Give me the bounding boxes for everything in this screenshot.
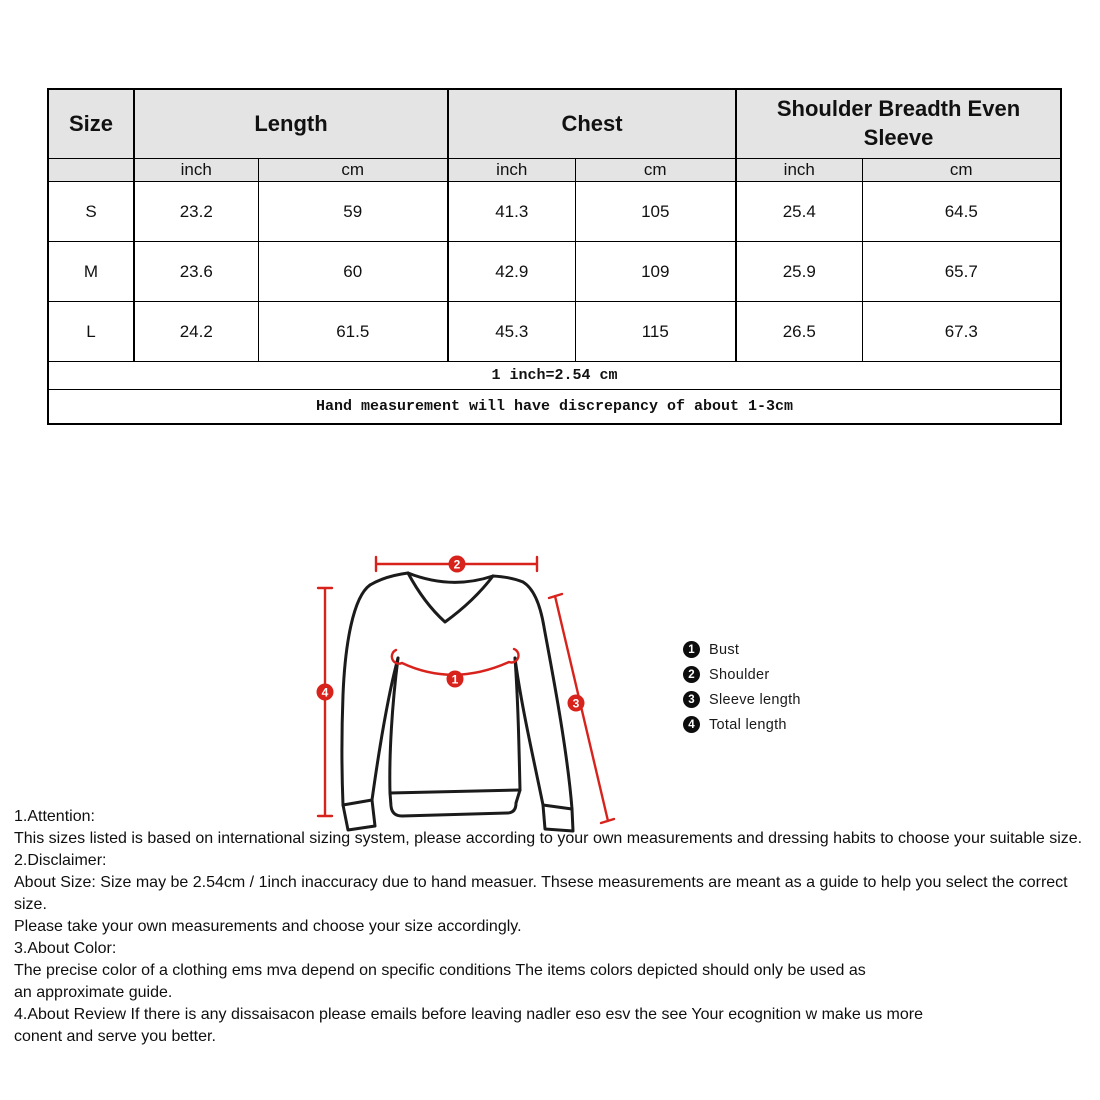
measurement-legend xyxy=(683,637,801,737)
attention-body: This sizes listed is based on international sizing system, please according to your own measurements and dressing habits to choose your suitable size. xyxy=(14,830,1083,847)
cell-chest-cm: 115 xyxy=(575,302,736,362)
cell-chest-inch: 41.3 xyxy=(448,182,575,242)
legend-label: Shoulder xyxy=(709,666,770,683)
header-length: Length xyxy=(134,89,448,159)
sweater-outline xyxy=(342,573,573,831)
total-length-measure-line xyxy=(318,588,332,816)
marker-total-number: 4 xyxy=(321,685,329,700)
table-note-measurement-row xyxy=(48,390,1061,425)
color-title: 3.About Color: xyxy=(14,940,117,957)
legend-label: Bust xyxy=(709,641,740,658)
unit-chest-inch: inch xyxy=(448,159,575,182)
marker-shoulder-number: 2 xyxy=(453,557,461,572)
disclaimer-body-line2: Please take your own measurements and choose your size accordingly. xyxy=(14,918,522,935)
table-row-m xyxy=(48,242,1061,302)
attention-title: 1.Attention: xyxy=(14,808,95,825)
disclaimer-title: 2.Disclaimer: xyxy=(14,852,107,869)
cell-shoulder-inch: 25.9 xyxy=(736,242,862,302)
cell-length-inch: 23.6 xyxy=(134,242,258,302)
cell-shoulder-cm: 64.5 xyxy=(862,182,1061,242)
cell-size: S xyxy=(48,182,134,242)
cell-shoulder-inch: 26.5 xyxy=(736,302,862,362)
color-body-line1: The precise color of a clothing ems mva depend on specific conditions The items colors depicted should only be used as xyxy=(14,962,866,979)
units-empty-cell xyxy=(48,159,134,182)
unit-length-inch: inch xyxy=(134,159,258,182)
table-row-s xyxy=(48,182,1061,242)
legend-number-badge: 2 xyxy=(683,666,700,683)
unit-shoulder-inch: inch xyxy=(736,159,862,182)
cell-shoulder-inch: 25.4 xyxy=(736,182,862,242)
disclaimer-body-line1: About Size: Size may be 2.54cm / 1inch inaccuracy due to hand measuer. Thsese measurements are meant as a guide to help you select the correct size. xyxy=(14,874,1068,913)
legend-number-badge: 1 xyxy=(683,641,700,658)
cell-size: L xyxy=(48,302,134,362)
unit-shoulder-cm: cm xyxy=(862,159,1061,182)
legend-item-shoulder xyxy=(683,662,801,687)
table-header-row xyxy=(48,89,1061,159)
marker-bust-number: 1 xyxy=(451,672,459,687)
note-measurement: Hand measurement will have discrepancy of about 1-3cm xyxy=(48,390,1061,425)
legend-number-badge: 3 xyxy=(683,691,700,708)
legend-item-bust xyxy=(683,637,801,662)
table-note-conversion-row xyxy=(48,362,1061,390)
header-shoulder-label: Shoulder Breadth Even Sleeve xyxy=(776,96,1021,150)
review-body-line2: conent and serve you better. xyxy=(14,1028,216,1045)
legend-item-sleeve-length xyxy=(683,687,801,712)
notes-section xyxy=(14,806,1094,1048)
sweater-diagram xyxy=(283,545,628,850)
cell-length-cm: 59 xyxy=(258,182,448,242)
cell-shoulder-cm: 65.7 xyxy=(862,242,1061,302)
note-conversion: 1 inch=2.54 cm xyxy=(48,362,1061,390)
cell-chest-cm: 105 xyxy=(575,182,736,242)
color-body-line2: an approximate guide. xyxy=(14,984,173,1001)
cell-length-inch: 24.2 xyxy=(134,302,258,362)
header-size: Size xyxy=(48,89,134,159)
table-units-row xyxy=(48,159,1061,182)
cell-chest-inch: 45.3 xyxy=(448,302,575,362)
cell-length-cm: 61.5 xyxy=(258,302,448,362)
cell-chest-inch: 42.9 xyxy=(448,242,575,302)
marker-sleeve-number: 3 xyxy=(572,696,580,711)
header-chest: Chest xyxy=(448,89,736,159)
table-row-l xyxy=(48,302,1061,362)
legend-label: Total length xyxy=(709,716,787,733)
legend-label: Sleeve length xyxy=(709,691,801,708)
size-table xyxy=(47,88,1062,425)
header-shoulder xyxy=(736,89,1061,159)
legend-item-total-length xyxy=(683,712,801,737)
cell-size: M xyxy=(48,242,134,302)
unit-chest-cm: cm xyxy=(575,159,736,182)
cell-length-inch: 23.2 xyxy=(134,182,258,242)
unit-length-cm: cm xyxy=(258,159,448,182)
cell-length-cm: 60 xyxy=(258,242,448,302)
cell-shoulder-cm: 67.3 xyxy=(862,302,1061,362)
review-body-line1: 4.About Review If there is any dissaisacon please emails before leaving nadler eso esv the see Your ecognition w make us more xyxy=(14,1006,923,1023)
cell-chest-cm: 109 xyxy=(575,242,736,302)
legend-number-badge: 4 xyxy=(683,716,700,733)
